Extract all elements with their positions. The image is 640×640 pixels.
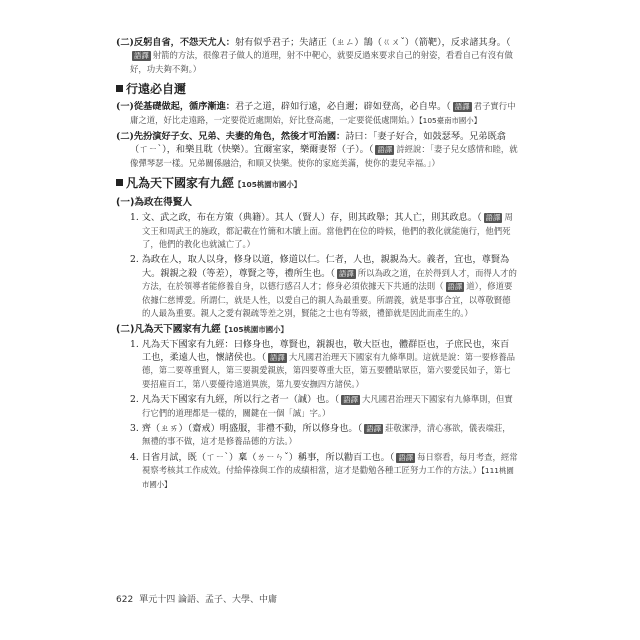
classical-text: 射有似乎君子；失諸正（ㄓㄥ）鵠（ㄍㄨˇ）（箭靶），反求諸其身。（: [234, 37, 511, 48]
translation-text: 所以為政之道，在於得到人才，而得人才的方法，在於領導者能修養自身，以德行感召人才；修身必須依據天下共通的法則（: [142, 267, 517, 292]
paragraph-self-reflection: [116, 36, 518, 76]
classical-text: 為政在人，取人以身，修身以道，修道以仁。仁者，人也，親親為大。義者，宜也，尊賢為大。親親之殺（等差），尊賢之等，禮所生也。（: [141, 254, 510, 279]
subsection-heading: (一)為政在得賢人: [116, 197, 192, 209]
translation-tag: 語譯: [270, 352, 285, 362]
subsection-heading: [116, 323, 518, 336]
item-number: (二): [116, 131, 134, 143]
classical-text: 文、武之政，布在方策（典籍）。其人（賢人）存，則其政舉；其人亡，則其政息。（: [141, 212, 482, 224]
translation-text: 道），修道要依據仁慈博愛。所謂仁，就是人性，以愛自己的親人為最重要。所謂義，就是事事合宜，以尊敬賢德的人最為重要。親人之愛有親疏等差之別，賢能之士也有等級，禮節就是因此而產生的。）: [142, 281, 513, 319]
item-number: 3.: [130, 422, 139, 434]
item-number: 1.: [130, 338, 139, 350]
classical-text: 日省月試，既（ㄒㄧˋ）稟（ㄌㄧㄣˇ）稱事，所以勸百工也。（: [141, 451, 395, 463]
item-number: 1.: [130, 212, 139, 224]
list-item: [116, 451, 518, 491]
exam-source: 【105臺南市國小】: [418, 115, 482, 125]
translation-tag: 語譯: [447, 282, 463, 292]
exam-source: 【111桃園市國小】: [142, 466, 514, 489]
classical-text: 凡為天下國家有九經，所以行之者一（誠）也。（: [141, 394, 340, 406]
translation-text: 莊敬潔淨，清心寡欲，儀表端莊，無禮的事不做，這才是修養品德的方法。）: [142, 422, 511, 447]
page-number: 622: [116, 595, 134, 605]
item-heading: 從基礎做起，循序漸進：: [133, 101, 235, 113]
paragraph-step-by-step: [116, 100, 518, 127]
translation-tag: 語譯: [485, 213, 501, 223]
paragraph-family-roles: [116, 130, 518, 170]
translation-tag: 語譯: [338, 268, 354, 278]
classical-text: 凡為天下國家有九經：曰修身也，尊賢也，親親也，敬大臣也，體群臣也，子庶民也，來百工也，柔遠人也，懷諸侯也。（: [141, 338, 510, 363]
exam-source: 【105桃園市國小】: [234, 180, 302, 190]
list-item: [116, 253, 518, 320]
item-number: 2.: [130, 394, 139, 406]
translation-tag: 語譯: [134, 51, 149, 61]
exam-source: 【105桃園市國小】: [220, 324, 288, 334]
translation-text: 每日察看，每月考查，經常視察考核其工作成效。付給俸祿與工作的成績相當，這才是勸勉各種工匠努力工作的方法。）: [142, 451, 518, 476]
square-bullet-icon: [116, 179, 123, 186]
translation-tag: 語譯: [377, 145, 393, 155]
translation-text: 射箭的方法，很像君子做人的道理，射不中靶心，就要反過來要求自己的射姿，看看自己有沒有做好，功夫夠不夠。）: [130, 50, 513, 74]
item-heading: 反躬自省，不怨天尤人：: [133, 37, 235, 48]
page-footer: [116, 592, 277, 605]
translation-text: 大凡國君治理天下國家有九條準則。這就是說：第一要修養品德，第二要尊重賢人，第三要親愛親族，第四要尊重大臣，第五要體貼眾臣，第六要愛民如子，第七要招雇百工，第八要優待遠道異族，第九要安撫四方諸侯。）: [142, 351, 515, 389]
classical-text: 齊（ㄓㄞ）（齋戒）明盛服，非禮不動，所以修身也。（: [141, 422, 363, 434]
subsection-title: (二)凡為天下國家有九經: [116, 323, 221, 335]
square-bullet-icon: [116, 85, 123, 92]
translation-tag: 語譯: [343, 395, 359, 405]
translation-tag: 語譯: [366, 423, 381, 433]
item-number: (二): [116, 37, 134, 48]
list-item: [116, 338, 518, 392]
unit-title: 單元十四 論語、孟子、大學、中庸: [139, 595, 278, 605]
item-number: 2.: [130, 254, 139, 266]
classical-text: 君子之道，辟如行遠，必自邇；辟如登高，必自卑。（: [234, 101, 451, 113]
list-item: [116, 211, 518, 251]
translation-text: 周文王和周武王的施政，都記載在竹簡和木牘上面。當他們在位的時候，他們的教化就能施行，他們死了，他們的教化也就滅亡了。）: [142, 212, 513, 250]
item-number: 4.: [130, 451, 139, 463]
item-heading: 先扮演好子女、兄弟、夫妻的角色，然後才可治國：: [133, 131, 346, 143]
translation-text: 大凡國君治理天下國家有九條準則，但實行它們的道理都是一樣的，關鍵在一個「誠」字。）: [142, 394, 513, 418]
translation-text: 君子實行中庸之道，好比走遠路，一定要從近處開始，好比登高處，一定要從低處開始。）: [130, 101, 516, 125]
section-title: 行遠必自邇: [126, 82, 187, 97]
section-title: 凡為天下國家有九經: [126, 176, 235, 191]
translation-text: 詩經說：「妻子兒女感情和睦，就像彈琴瑟一樣。兄弟關係融洽，和順又快樂。使你的家庭美滿，使你的妻兒幸福。」）: [130, 144, 518, 168]
section-heading: [116, 81, 518, 97]
translation-tag: 語譯: [398, 452, 414, 462]
list-item: [116, 393, 518, 420]
document-body: [116, 36, 518, 493]
translation-tag: 語譯: [454, 102, 470, 112]
section-heading: [116, 175, 518, 193]
list-item: [116, 422, 518, 449]
item-number: (一): [116, 101, 134, 113]
classical-text: 詩曰：「妻子好合，如鼓瑟琴。兄弟既翕（ㄒㄧˋ），和樂且耽（快樂）。宜爾室家，樂爾妻帑（子）。（: [130, 131, 506, 156]
